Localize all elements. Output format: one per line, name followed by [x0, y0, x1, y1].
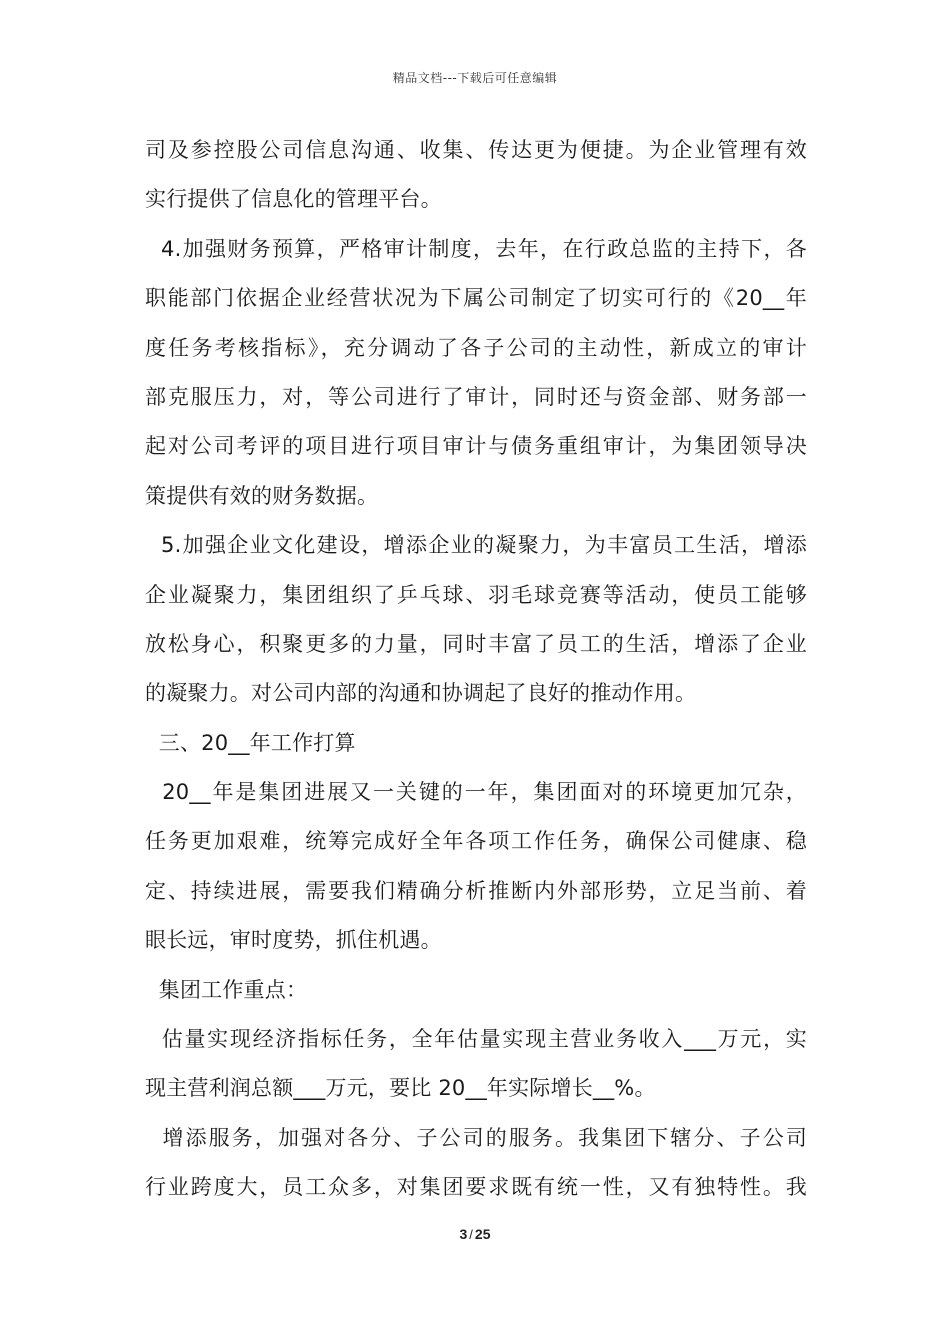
text-line: 估量实现经济指标任务，全年估量实现主营业务收入___万元，实 — [145, 1027, 807, 1052]
text-line: 职能部门依据企业经营状况为下属公司制定了切实可行的《20__年 — [145, 286, 807, 311]
text-line: 部克服压力，对，等公司进行了审计，同时还与资金部、财务部一 — [145, 384, 807, 409]
current-page-number: 3 — [459, 1226, 468, 1242]
text-line: 策提供有效的财务数据。 — [145, 483, 379, 508]
subheading: 集团工作重点： — [145, 977, 308, 1002]
text-line: 增添服务，加强对各分、子公司的服务。我集团下辖分、子公司 — [145, 1125, 807, 1150]
text-line: 现主营利润总额___万元，要比 20__年实际增长__%。 — [145, 1076, 656, 1101]
text-line: 任务更加艰难，统筹完成好全年各项工作任务，确保公司健康、稳 — [145, 829, 807, 854]
total-page-count: 25 — [474, 1226, 491, 1242]
page-separator: / — [469, 1227, 473, 1242]
text-line: 放松身心，积聚更多的力量，同时丰富了员工的生活，增添了企业 — [145, 631, 807, 656]
text-line: 的凝聚力。对公司内部的沟通和协调起了良好的推动作用。 — [145, 681, 697, 706]
text-line: 司及参控股公司信息沟通、收集、传达更为便捷。为企业管理有效 — [145, 138, 807, 162]
document-body — [145, 126, 807, 1213]
text-line: 度任务考核指标》，充分调动了各子公司的主动性，新成立的审计 — [145, 335, 807, 360]
section-heading: 三、20__年工作打算 — [145, 730, 356, 755]
text-line: 5.加强企业文化建设，增添企业的凝聚力，为丰富员工生活，增添 — [145, 533, 807, 558]
text-line: 行业跨度大，员工众多，对集团要求既有统一性，又有独特性。我 — [145, 1175, 807, 1200]
text-line: 实行提供了信息化的管理平台。 — [145, 187, 442, 212]
text-line: 企业凝聚力，集团组织了乒乓球、羽毛球竞赛等活动，使员工能够 — [145, 582, 807, 607]
text-line: 20__年是集团进展又一关键的一年，集团面对的环境更加冗杂， — [145, 780, 807, 805]
text-line: 起对公司考评的项目进行项目审计与债务重组审计，为集团领导决 — [145, 434, 807, 459]
text-line: 眼长远，审时度势，抓住机遇。 — [145, 928, 442, 953]
text-line: 4.加强财务预算，严格审计制度，去年，在行政总监的主持下，各 — [145, 236, 807, 261]
page-number — [0, 1226, 950, 1242]
page-header: 精品文档---下载后可任意编辑 — [392, 71, 558, 85]
text-line: 定、持续进展，需要我们精确分析推断内外部形势，立足当前、着 — [145, 878, 807, 903]
